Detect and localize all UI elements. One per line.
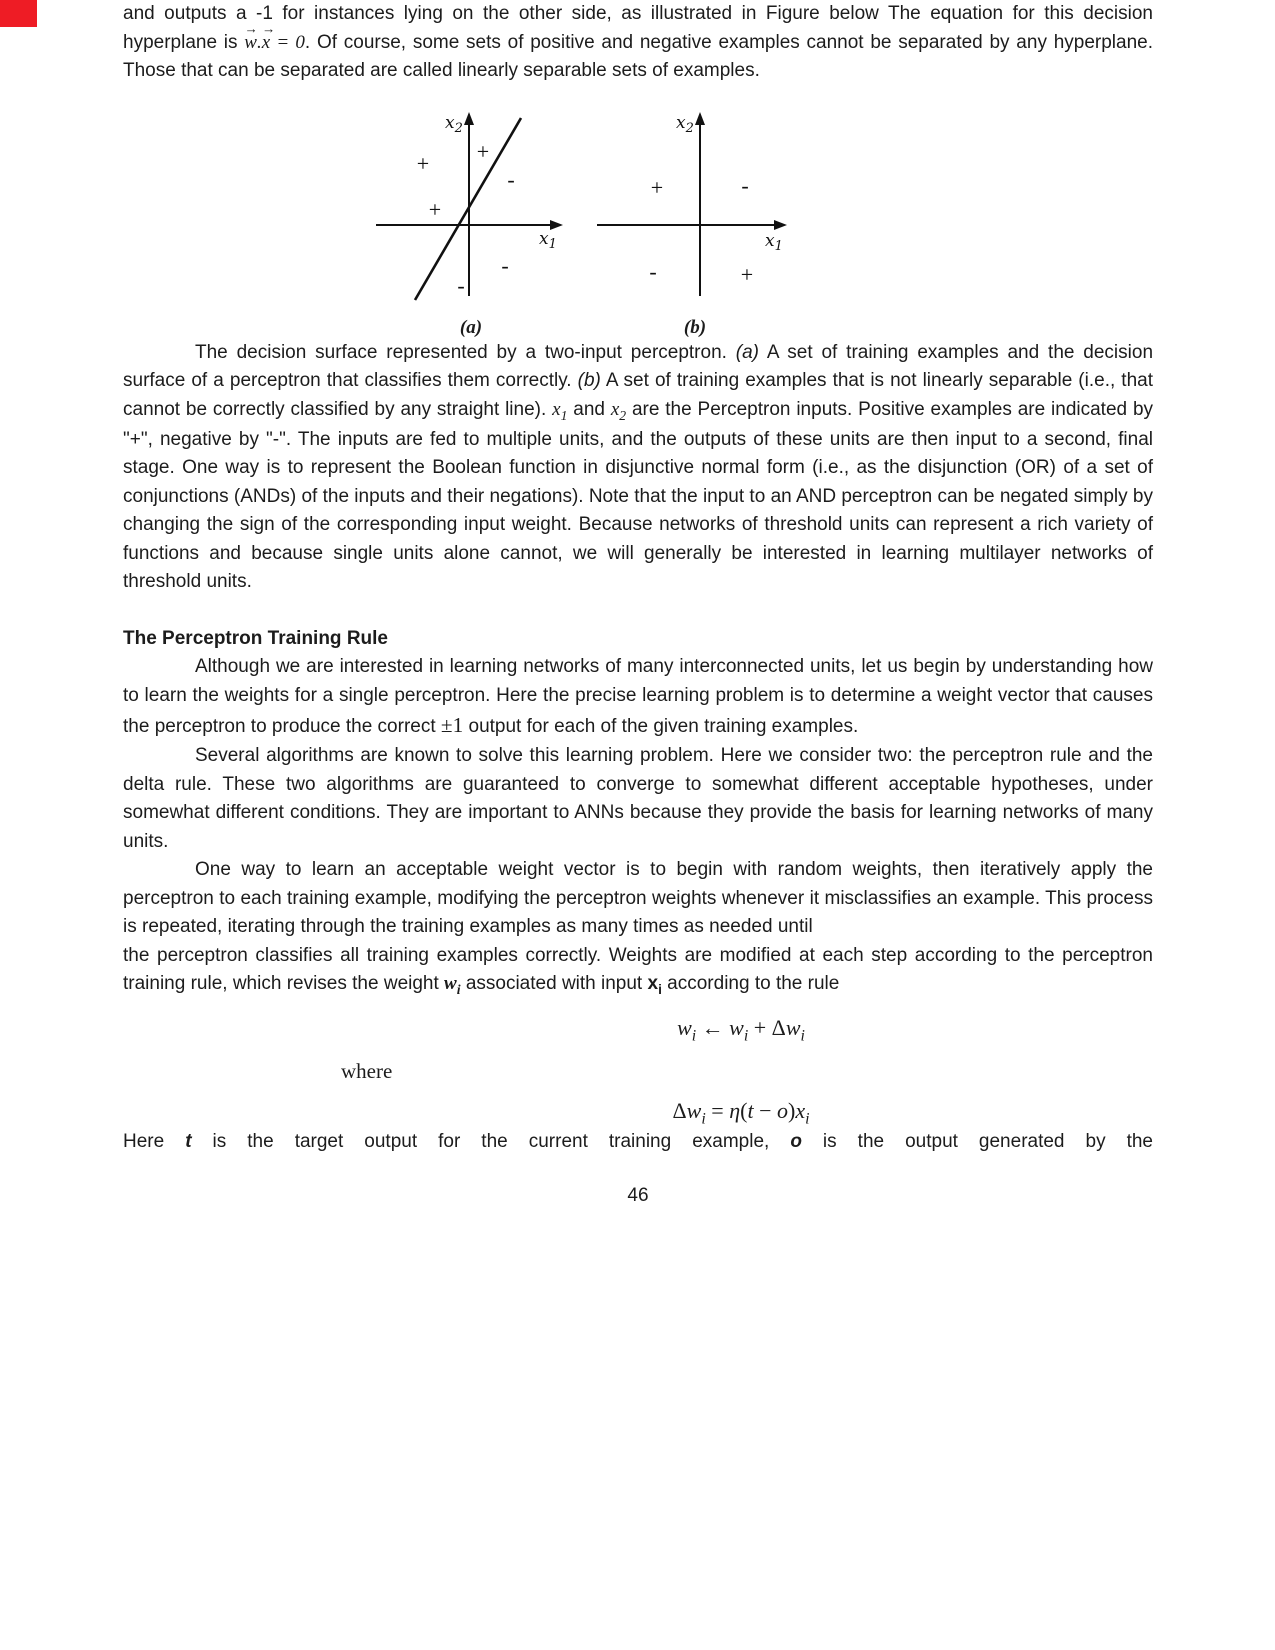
paragraph-training-rule-3 bbox=[123, 856, 1153, 942]
text-segment: Here bbox=[123, 1131, 186, 1153]
red-corner-mark bbox=[0, 0, 37, 27]
text-segment: . bbox=[256, 31, 262, 53]
training-example-symbol: - bbox=[501, 252, 509, 278]
text-segment: and outputs a -1 for instances lying on the other side, as illustrated in Figure below The equation for this decision hyperplane is bbox=[123, 3, 1153, 53]
text-segment: (a) bbox=[735, 341, 760, 363]
text-segment: i bbox=[743, 1026, 749, 1044]
text-segment: x bbox=[552, 398, 561, 420]
where-label: where bbox=[341, 1058, 393, 1083]
text-segment: = bbox=[705, 1097, 730, 1123]
plot-b bbox=[595, 108, 795, 339]
text-segment: according to the rule bbox=[661, 973, 840, 995]
text-segment: output for each of the given training examples. bbox=[463, 716, 859, 738]
equation-row-2 bbox=[123, 1098, 1153, 1128]
y-axis-label: $x_2$ bbox=[676, 112, 694, 136]
text-segment: w bbox=[785, 1014, 801, 1040]
text-segment: is the target output for the current training example, bbox=[191, 1131, 791, 1153]
text-segment: + Δ bbox=[748, 1014, 786, 1040]
text-segment: w bbox=[686, 1097, 702, 1123]
text-segment: t bbox=[747, 1097, 754, 1123]
text-segment: w bbox=[677, 1014, 692, 1040]
training-example-symbol: + bbox=[740, 261, 754, 287]
plot-b-label: (b) bbox=[683, 316, 707, 338]
plot-b-points bbox=[649, 173, 753, 287]
training-example-symbol: + bbox=[650, 174, 664, 200]
page-content bbox=[123, 0, 1153, 1207]
text-segment: (b) bbox=[577, 370, 601, 391]
text-segment: o bbox=[776, 1097, 788, 1123]
text-segment: o bbox=[790, 1131, 802, 1153]
text-segment: One way to learn an acceptable weight vector is to begin with random weights, then iteratively apply the perceptron to each training example, modifying the perceptron weights whenever it misclassifies an example. This process is repeated, iterating through the training examples as many times as needed until bbox=[123, 859, 1153, 938]
text-segment: and bbox=[567, 398, 611, 420]
figure-decision-surfaces bbox=[371, 108, 795, 339]
text-segment: A set of training examples that is not linearly separable (i.e., that cannot be correctly classified by any straight line). bbox=[123, 370, 1154, 420]
text-segment: 1 bbox=[560, 407, 568, 423]
text-segment: i bbox=[805, 1110, 810, 1128]
text-segment: η bbox=[729, 1097, 741, 1123]
text-segment: w bbox=[444, 973, 457, 995]
text-segment: A set of training examples and the decision surface of a perceptron that classifies them correctly. bbox=[123, 341, 1154, 391]
y-axis-arrow-icon bbox=[695, 112, 705, 125]
training-example-symbol: + bbox=[416, 150, 430, 176]
text-segment: is the output generated by the bbox=[801, 1131, 1153, 1153]
text-segment: i bbox=[701, 1110, 706, 1128]
figure-caption bbox=[123, 339, 1153, 597]
x-axis-label: $x_1$ bbox=[765, 230, 783, 254]
text-segment: − bbox=[753, 1097, 777, 1123]
text-segment: w → bbox=[244, 20, 258, 53]
training-example-symbol: - bbox=[457, 272, 465, 298]
vector-arrow-icon: → bbox=[244, 20, 258, 36]
training-example-symbol: - bbox=[741, 172, 749, 198]
plot-b-canvas bbox=[595, 108, 795, 313]
text-segment: are the Perceptron inputs. Positive examples are indicated by "+", negative by "-". The inputs are fed to multiple units, and the outputs of these units are then input to a second, final stage. One way is to represent the Boolean function in disjunctive normal form (i.e., as the disjunction (OR) of a set of conjunctions (ANDs) of the inputs and their negations). Note that the input to an AND perceptron can be negated simply by changing the sign of the corresponding input weight. Because networks of threshold units can represent a rich variety of functions and because single units alone cannot, we will generally be interested in learning multilayer networks of threshold units. bbox=[123, 398, 1154, 593]
training-example-symbol: - bbox=[649, 258, 657, 284]
text-segment: Several algorithms are known to solve this learning problem. Here we consider two: the perceptron rule and the delta rule. These two algorithms are guaranteed to converge to somewhat different acceptable hypotheses, under somewhat different conditions. They are important to ANNs because they provide the basis for learning networks of many units. bbox=[123, 745, 1153, 852]
text-segment: i bbox=[800, 1026, 805, 1044]
x-axis-label: $x_1$ bbox=[539, 228, 557, 252]
text-segment: Although we are interested in learning networks of many interconnected units, let us begin by understanding how to learn the weights for a single perceptron. Here the precise learning problem is to determine a weight vector that causes the perceptron to produce the correct bbox=[123, 656, 1153, 738]
x-axis-arrow-icon bbox=[774, 220, 787, 230]
paragraph-closing bbox=[123, 1128, 1153, 1157]
equation-delta-rule bbox=[673, 1098, 810, 1128]
text-segment: ) bbox=[787, 1097, 796, 1123]
text-segment: ( bbox=[740, 1097, 748, 1123]
page-number: 46 bbox=[627, 1184, 649, 1206]
equation-weight-update bbox=[677, 1015, 805, 1045]
text-segment: ← bbox=[696, 1014, 730, 1040]
text-segment: . Of course, some sets of positive and negative examples cannot be separated by any hyperplane. Those that can be separated are called linearly separable sets of examples. bbox=[123, 31, 1153, 81]
paragraph-training-rule-2 bbox=[123, 742, 1153, 856]
text-segment: = 0 bbox=[270, 31, 305, 53]
training-example-symbol: + bbox=[476, 138, 490, 164]
text-segment: associated with input bbox=[460, 973, 648, 995]
plot-a-label: (a) bbox=[459, 316, 483, 338]
text-segment: ±1 bbox=[440, 713, 464, 738]
text-segment: The decision surface represented by a two-input perceptron. bbox=[195, 341, 736, 363]
y-axis-label: $x_2$ bbox=[445, 112, 463, 136]
equation-row-1 bbox=[123, 1015, 1153, 1045]
text-segment: 2 bbox=[619, 407, 627, 423]
plot-a-canvas bbox=[371, 108, 571, 313]
paragraph-intro bbox=[123, 0, 1153, 86]
training-example-symbol: - bbox=[507, 166, 515, 192]
text-segment: x bbox=[610, 398, 620, 420]
text-segment: the perceptron classifies all training examples correctly. Weights are modified at each step according to the perceptron training rule, which revises the weight bbox=[123, 944, 1153, 995]
text-segment: i bbox=[658, 982, 662, 998]
x-axis-arrow-icon bbox=[550, 220, 563, 230]
paragraph-training-rule-1 bbox=[123, 653, 1153, 742]
text-segment: i bbox=[691, 1026, 697, 1044]
plot-a bbox=[371, 108, 571, 339]
y-axis-arrow-icon bbox=[464, 112, 474, 125]
text-segment: w bbox=[729, 1014, 744, 1040]
text-segment: t bbox=[185, 1131, 192, 1153]
text-segment: i bbox=[456, 982, 461, 998]
text-segment: x bbox=[647, 973, 659, 995]
text-segment: x → bbox=[261, 20, 276, 53]
paragraph-training-rule-4 bbox=[123, 942, 1153, 1001]
text-segment: x bbox=[795, 1097, 806, 1123]
training-example-symbol: + bbox=[428, 196, 442, 222]
text-segment: Δ bbox=[672, 1097, 687, 1123]
section-heading: The Perceptron Training Rule bbox=[123, 627, 388, 649]
vector-arrow-icon: → bbox=[261, 20, 276, 36]
